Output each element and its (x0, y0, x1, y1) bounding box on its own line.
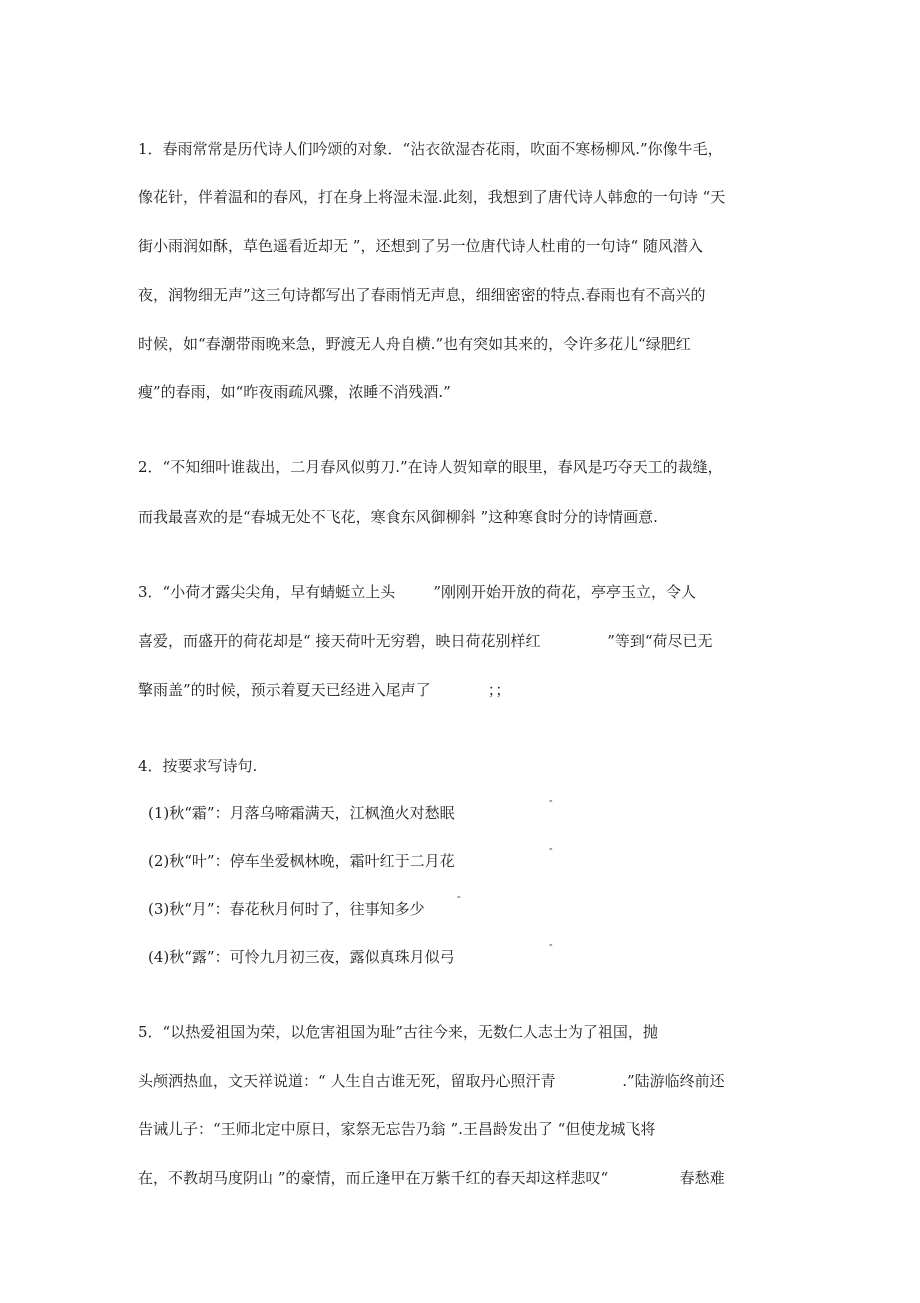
poem-item: (3)秋“月”：春花秋月何时了，往事知多少 (148, 900, 425, 918)
caret-mark: ˆ (456, 895, 462, 908)
caret-mark: ˆ (548, 943, 554, 956)
paragraph-line: 在，不教胡马度阴山 ”的豪情，而丘逢甲在万紫千红的春天却这样悲叹“ 春愁难 (138, 1169, 725, 1187)
paragraph-line: 头颅洒热血，文天祥说道：“ 人生自古谁无死，留取丹心照汗青 .”陆游临终前还 (138, 1072, 725, 1090)
paragraph-line: 5．“以热爱祖国为荣，以危害祖国为耻”古往今来，无数仁人志士为了祖国，抛 (138, 1023, 658, 1041)
paragraph-line: 像花针，伴着温和的春风，打在身上将湿未湿.此刻，我想到了唐代诗人韩愈的一句诗 “天 (138, 188, 726, 206)
paragraph-line: 告诫儿子：“王师北定中原日，家祭无忘告乃翁 ”.王昌龄发出了 “但使龙城飞将 (138, 1120, 656, 1138)
poem-item: (4)秋“露”：可怜九月初三夜，露似真珠月似弓 (148, 948, 455, 966)
paragraph-line: 而我最喜欢的是“春城无处不飞花，寒食东风御柳斜 ”这种寒食时分的诗情画意. (138, 508, 658, 526)
paragraph-line: 夜，润物细无声”这三句诗都写出了春雨悄无声息，细细密密的特点.春雨也有不高兴的 (138, 286, 706, 304)
paragraph-line: 擎雨盖”的时候，预示着夏天已经进入尾声了 ；； (138, 681, 511, 699)
question-title: 4．按要求写诗句. (138, 757, 258, 775)
caret-mark: ˆ (548, 799, 554, 812)
paragraph-line: 时候，如“春潮带雨晚来急，野渡无人舟自横.”也有突如其来的，令许多花儿“绿肥红 (138, 335, 691, 353)
poem-item: (1)秋“霜”：月落乌啼霜满天，江枫渔火对愁眠 (148, 804, 455, 822)
poem-item: (2)秋“叶”：停车坐爱枫林晚，霜叶红于二月花 (148, 852, 455, 870)
caret-mark: ˆ (548, 847, 554, 860)
paragraph-line: 2．“不知细叶谁裁出，二月春风似剪刀.”在诗人贺知章的眼里，春风是巧夺天工的裁缝， (138, 458, 723, 476)
paragraph-line: 瘦”的春雨，如“昨夜雨疏风骤，浓睡不消残酒.” (138, 383, 451, 401)
paragraph-line: 3．“小荷才露尖尖角，早有蜻蜓立上头 ”刚刚开始开放的荷花，亭亭玉立，令人 (138, 583, 697, 601)
paragraph-line: 1．春雨常常是历代诗人们吟颂的对象．“沾衣欲湿杏花雨，吹面不寒杨柳风.”你像牛毛， (138, 140, 723, 158)
paragraph-line: 喜爱，而盛开的荷花却是“ 接天荷叶无穷碧，映日荷花别样红 ”等到“荷尽已无 (138, 632, 713, 650)
paragraph-line: 街小雨润如酥，草色遥看近却无 ”，还想到了另一位唐代诗人杜甫的一句诗“ 随风潜入 (138, 237, 703, 255)
